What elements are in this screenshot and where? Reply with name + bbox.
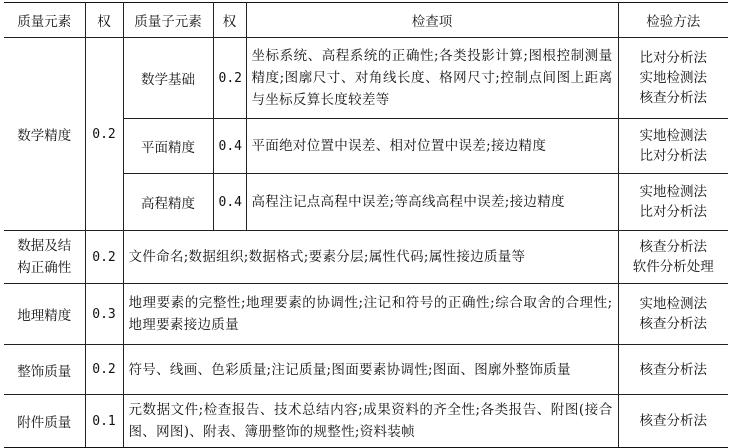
sub-elevation-accuracy: 高程精度 — [123, 174, 213, 231]
method-item: 比对分析法 — [639, 204, 707, 220]
header-quality-element: 质量元素 — [4, 3, 85, 38]
method-item: 核查分析法 — [639, 361, 707, 378]
method-item: 核查分析法 — [639, 90, 707, 106]
sub-math-basis: 数学基础 — [123, 38, 213, 119]
check-methods — [618, 284, 728, 345]
method-item: 实地检测法 — [639, 70, 707, 86]
header-quality-subelement: 质量子元素 — [123, 3, 213, 38]
method-item: 实地检测法 — [639, 184, 707, 200]
check-methods — [618, 231, 728, 284]
element-weight: 0.2 — [85, 345, 123, 395]
element-attachment-quality: 附件质量 — [4, 395, 85, 448]
method-item: 实地检测法 — [639, 296, 707, 312]
element-weight: 0.2 — [85, 231, 123, 284]
check-methods — [618, 38, 728, 119]
method-item: 软件分析处理 — [632, 259, 714, 275]
header-sub-weight: 权 — [213, 3, 246, 38]
table-row — [4, 395, 728, 448]
method-item: 核查分析法 — [639, 413, 707, 429]
check-methods — [618, 345, 728, 395]
table-row — [4, 38, 728, 119]
check-methods — [618, 174, 728, 231]
check-methods — [618, 395, 728, 448]
check-items: 坐标系统、高程系统的正确性;各类投影计算;图根控制测量精度;图廓尺寸、对角线长度、格网尺寸;控制点间图上距离与坐标反算长度较差等 — [246, 38, 618, 119]
check-items: 地理要素的完整性;地理要素的协调性;注记和符号的正确性;综合取舍的合理性;地理要素接边质量 — [123, 284, 618, 345]
method-item: 核查分析法 — [639, 239, 707, 255]
element-label: 数据及结构正确性 — [17, 238, 72, 276]
header-weight: 权 — [85, 3, 123, 38]
check-items: 文件命名;数据组织;数据格式;要素分层;属性代码;属性接边质量等 — [123, 231, 618, 284]
method-item: 核查分析法 — [639, 316, 707, 332]
sub-weight: 0.2 — [213, 38, 246, 119]
check-items: 元数据文件;检查报告、技术总结内容;成果资料的齐全性;各类报告、附图(接合图、网图)、附表、簿册整饰的规整性;资料装帧 — [123, 395, 618, 448]
method-item: 比对分析法 — [639, 148, 707, 164]
table-header-row — [4, 3, 728, 38]
sub-weight: 0.4 — [213, 119, 246, 174]
element-data-structure — [4, 231, 85, 284]
element-weight: 0.1 — [85, 395, 123, 448]
sub-weight: 0.4 — [213, 174, 246, 231]
method-item: 实地检测法 — [639, 128, 707, 144]
table-row — [4, 345, 728, 395]
element-finishing-quality: 整饰质量 — [4, 345, 85, 395]
check-methods — [618, 119, 728, 174]
element-weight: 0.2 — [85, 38, 123, 231]
element-weight: 0.3 — [85, 284, 123, 345]
table-row — [4, 231, 728, 284]
method-item: 比对分析法 — [639, 50, 707, 66]
table-row — [4, 284, 728, 345]
element-geo-accuracy: 地理精度 — [4, 284, 85, 345]
check-items: 高程注记点高程中误差;等高线高程中误差;接边精度 — [246, 174, 618, 231]
quality-check-table — [4, 2, 728, 448]
element-math-accuracy: 数学精度 — [4, 38, 85, 231]
header-check-items: 检查项 — [246, 3, 618, 38]
check-items: 符号、线画、色彩质量;注记质量;图面要素协调性;图面、图廓外整饰质量 — [123, 345, 618, 395]
check-items: 平面绝对位置中误差、相对位置中误差;接边精度 — [246, 119, 618, 174]
header-check-method: 检验方法 — [618, 3, 728, 38]
sub-planar-accuracy: 平面精度 — [123, 119, 213, 174]
